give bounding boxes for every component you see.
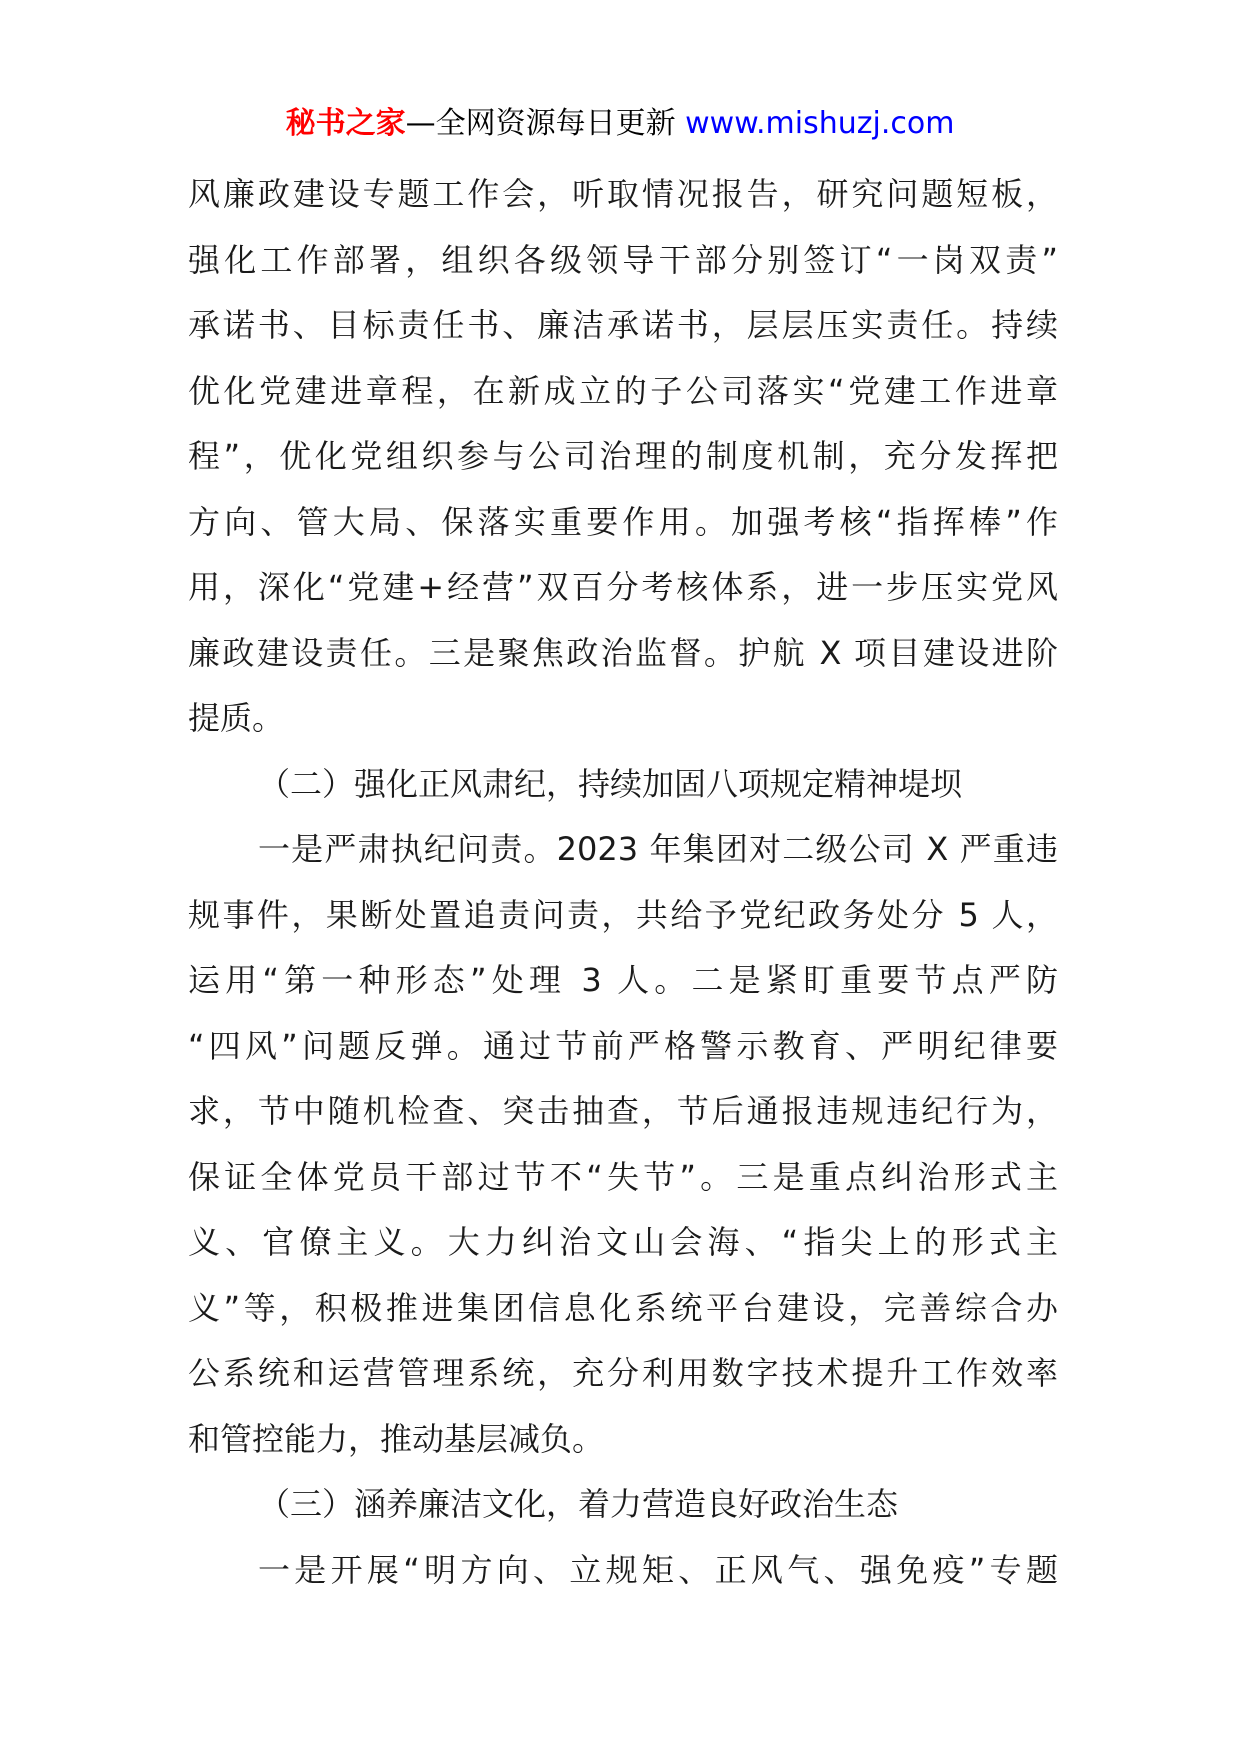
site-brand: 秘书之家 bbox=[285, 106, 406, 141]
text-line: 程”，优化党组织参与公司治理的制度机制，充分发挥把 bbox=[188, 437, 1058, 475]
text-line: 义、官僚主义。大力纠治文山会海、“指尖上的形式主 bbox=[188, 1223, 1058, 1261]
section-heading-2: （二）强化正风肃纪，持续加固八项规定精神堤坝 bbox=[258, 764, 963, 803]
text-line: 廉政建设责任。三是聚焦政治监督。护航 X 项目建设进阶 bbox=[188, 633, 1058, 672]
text-line: 公系统和运营管理系统，充分利用数字技术提升工作效率 bbox=[188, 1354, 1058, 1392]
site-url-link[interactable]: www.mishuzj.com bbox=[685, 106, 955, 141]
text-line: 运用“第一种形态”处理 3 人。二是紧盯重要节点严防 bbox=[188, 961, 1058, 999]
text-line-last: 和管控能力，推动基层减负。 bbox=[188, 1419, 605, 1458]
text-line: 求，节中随机检查、突击抽查，节后通报违规违纪行为， bbox=[188, 1092, 1058, 1130]
paragraph-start-line: 一是严肃执纪问责。2023 年集团对二级公司 X 严重违 bbox=[258, 830, 1058, 868]
text-line: 强化工作部署，组织各级领导干部分别签订“一岗双责” bbox=[188, 240, 1058, 279]
site-slogan: —全网资源每日更新 bbox=[405, 106, 686, 141]
text-line: 风廉政建设专题工作会，听取情况报告，研究问题短板， bbox=[188, 175, 1058, 213]
paragraph-start-line: 一是开展“明方向、立规矩、正风气、强免疫”专题 bbox=[258, 1550, 1058, 1589]
section-heading-3: （三）涵养廉洁文化，着力营造良好政治生态 bbox=[258, 1485, 899, 1523]
text-line: 保证全体党员干部过节不“失节”。三是重点纠治形式主 bbox=[188, 1157, 1058, 1196]
text-line: 规事件，果断处置追责问责，共给予党纪政务处分 5 人， bbox=[188, 895, 1058, 934]
site-header bbox=[0, 102, 1240, 146]
text-line: 承诺书、目标责任书、廉洁承诺书，层层压实责任。持续 bbox=[188, 306, 1058, 344]
text-line-last: 提质。 bbox=[188, 699, 285, 737]
text-line: “四风”问题反弹。通过节前严格警示教育、严明纪律要 bbox=[188, 1026, 1058, 1065]
text-line: 方向、管大局、保落实重要作用。加强考核“指挥棒”作 bbox=[188, 502, 1058, 541]
text-line: 优化党建进章程，在新成立的子公司落实“党建工作进章 bbox=[188, 371, 1058, 410]
text-line: 用，深化“党建+经营”双百分考核体系，进一步压实党风 bbox=[188, 568, 1058, 606]
text-line: 义”等，积极推进集团信息化系统平台建设，完善综合办 bbox=[188, 1288, 1058, 1327]
document-body bbox=[188, 162, 1058, 1603]
